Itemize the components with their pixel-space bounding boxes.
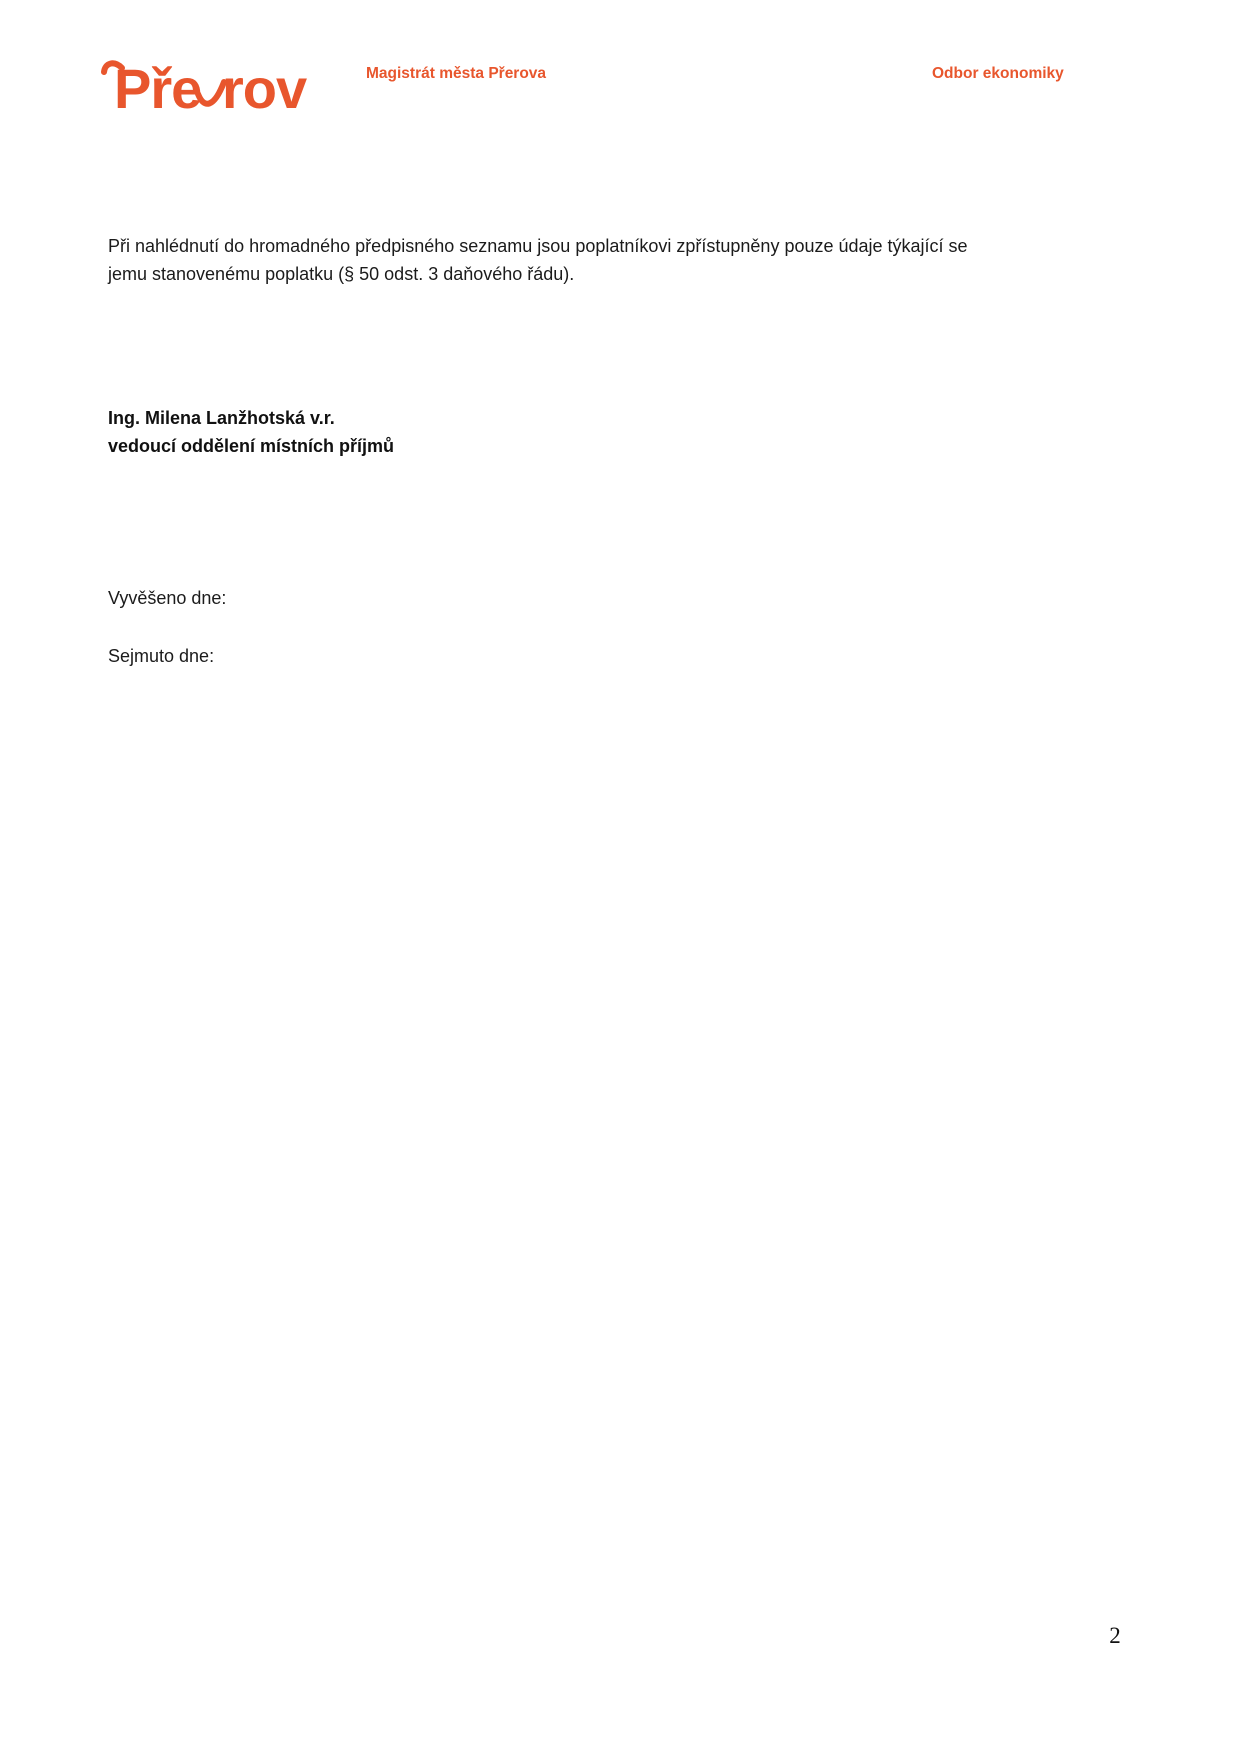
- signatory-name: Ing. Milena Lanžhotská v.r.: [108, 408, 335, 428]
- prerov-logo-graphic: [100, 46, 312, 120]
- signatory-title: vedoucí oddělení místních příjmů: [108, 435, 395, 456]
- header-department-name: Odbor ekonomiky: [932, 65, 1064, 82]
- logo-connector-swash: [198, 82, 224, 104]
- signature-block: [108, 405, 394, 460]
- paragraph-line-2: jemu stanovenému poplatku (§ 50 odst. 3 daňového řádu).: [108, 263, 575, 284]
- posted-date-label: Vyvěšeno dne:: [108, 588, 227, 608]
- paragraph-line-1: Při nahlédnutí do hromadného předpisného seznamu jsou poplatníkovi zpřístupněny pouze údaje týkající se: [108, 236, 968, 256]
- header-office-name: Magistrát města Přerova: [366, 65, 547, 82]
- body-paragraph: [108, 233, 968, 288]
- logo-text-right: rov: [222, 57, 307, 120]
- prerov-logo: [100, 46, 312, 120]
- removed-date-label: Sejmuto dne:: [108, 646, 215, 666]
- page-number: 2: [1109, 1623, 1121, 1648]
- logo-text-left: Pře: [114, 57, 202, 120]
